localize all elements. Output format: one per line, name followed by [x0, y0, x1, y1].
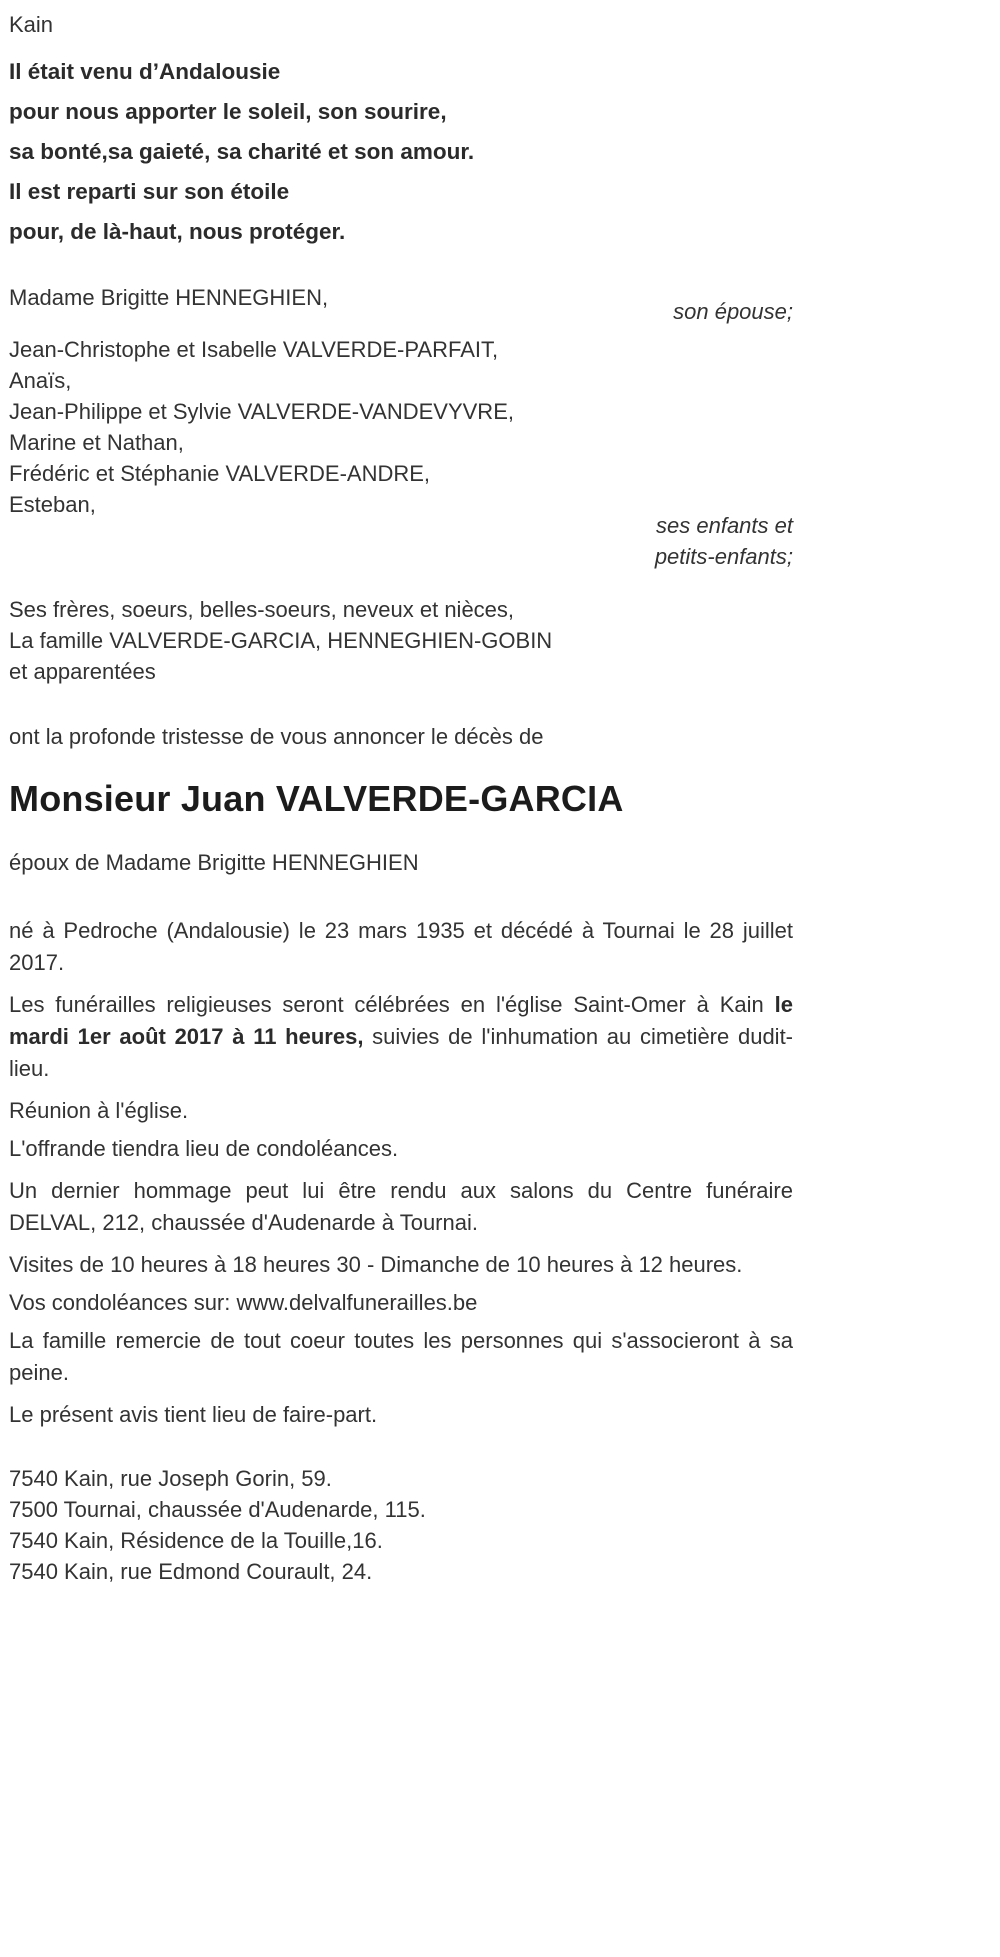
address-line-4: 7540 Kain, rue Edmond Courault, 24. [9, 1559, 373, 1584]
family-line-1: Ses frères, soeurs, belles-soeurs, neveux et nièces, [9, 597, 515, 622]
children-relation-label [9, 510, 793, 572]
funeral-text-part1: Les funérailles religieuses seront célébrées en l'église Saint-Omer à Kain [9, 992, 775, 1017]
address-line-3: 7540 Kain, Résidence de la Touille,16. [9, 1528, 383, 1553]
child-line-6: Esteban, [9, 492, 96, 517]
offering-text: L'offrande tiendra lieu de condoléances. [9, 1136, 399, 1161]
family-line-2: La famille VALVERDE-GARCIA, HENNEGHIEN-GOBIN [9, 628, 553, 653]
announcement-text: ont la profonde tristesse de vous annoncer le décès de [9, 724, 544, 749]
thanks-text: La famille remercie de tout coeur toutes les personnes qui s'associeront à sa peine. [9, 1328, 793, 1385]
deceased-name: Monsieur Juan VALVERDE-GARCIA [9, 778, 624, 819]
child-line-2: Anaïs, [9, 368, 72, 393]
address-line-2: 7500 Tournai, chaussée d'Audenarde, 115. [9, 1497, 426, 1522]
funeral-date-bold: le mardi 1er août 2017 à 11 heures, [9, 992, 793, 1049]
spouse-name: Madame Brigitte HENNEGHIEN, [9, 285, 329, 310]
address-line-1: 7540 Kain, rue Joseph Gorin, 59. [9, 1466, 332, 1491]
spouse-subtitle: époux de Madame Brigitte HENNEGHIEN [9, 850, 419, 875]
poem-line-2: pour nous apporter le soleil, son sourire, [9, 99, 447, 124]
child-line-3: Jean-Philippe et Sylvie VALVERDE-VANDEVYVRE, [9, 399, 514, 424]
tribute-text: Un dernier hommage peut lui être rendu aux salons du Centre funéraire DELVAL, 212, chaussée d'Audenarde à Tournai. [9, 1178, 793, 1235]
poem-line-1: Il était venu d’Andalousie [9, 59, 281, 84]
poem-line-3: sa bonté,sa gaieté, sa charité et son amour. [9, 139, 475, 164]
notice-text: Le présent avis tient lieu de faire-part. [9, 1402, 378, 1427]
funeral-text-part2: suivies de l'inhumation au cimetière dudit-lieu. [9, 1024, 794, 1081]
children-list [9, 334, 793, 520]
city-label: Kain [9, 12, 54, 37]
children-relation-line-2: petits-enfants; [654, 544, 793, 569]
address-list [9, 1463, 793, 1587]
memorial-poem [9, 52, 793, 252]
children-relation-line-1: ses enfants et [656, 513, 793, 538]
funeral-text [9, 989, 793, 1085]
condolences-text: Vos condoléances sur: www.delvalfunerailles.be [9, 1290, 478, 1315]
visits-text: Visites de 10 heures à 18 heures 30 - Dimanche de 10 heures à 12 heures. [9, 1252, 743, 1277]
child-line-4: Marine et Nathan, [9, 430, 184, 455]
poem-line-4: Il est reparti sur son étoile [9, 179, 290, 204]
spouse-row [9, 282, 793, 328]
poem-line-5: pour, de là-haut, nous protéger. [9, 219, 346, 244]
church-gathering-text: Réunion à l'église. [9, 1098, 189, 1123]
child-line-1: Jean-Christophe et Isabelle VALVERDE-PARFAIT, [9, 337, 499, 362]
extended-family-list [9, 594, 793, 687]
spouse-relation-label: son épouse; [673, 299, 793, 324]
family-line-3: et apparentées [9, 659, 156, 684]
child-line-5: Frédéric et Stéphanie VALVERDE-ANDRE, [9, 461, 431, 486]
birth-death-text: né à Pedroche (Andalousie) le 23 mars 1935 et décédé à Tournai le 28 juillet 2017. [9, 918, 793, 975]
